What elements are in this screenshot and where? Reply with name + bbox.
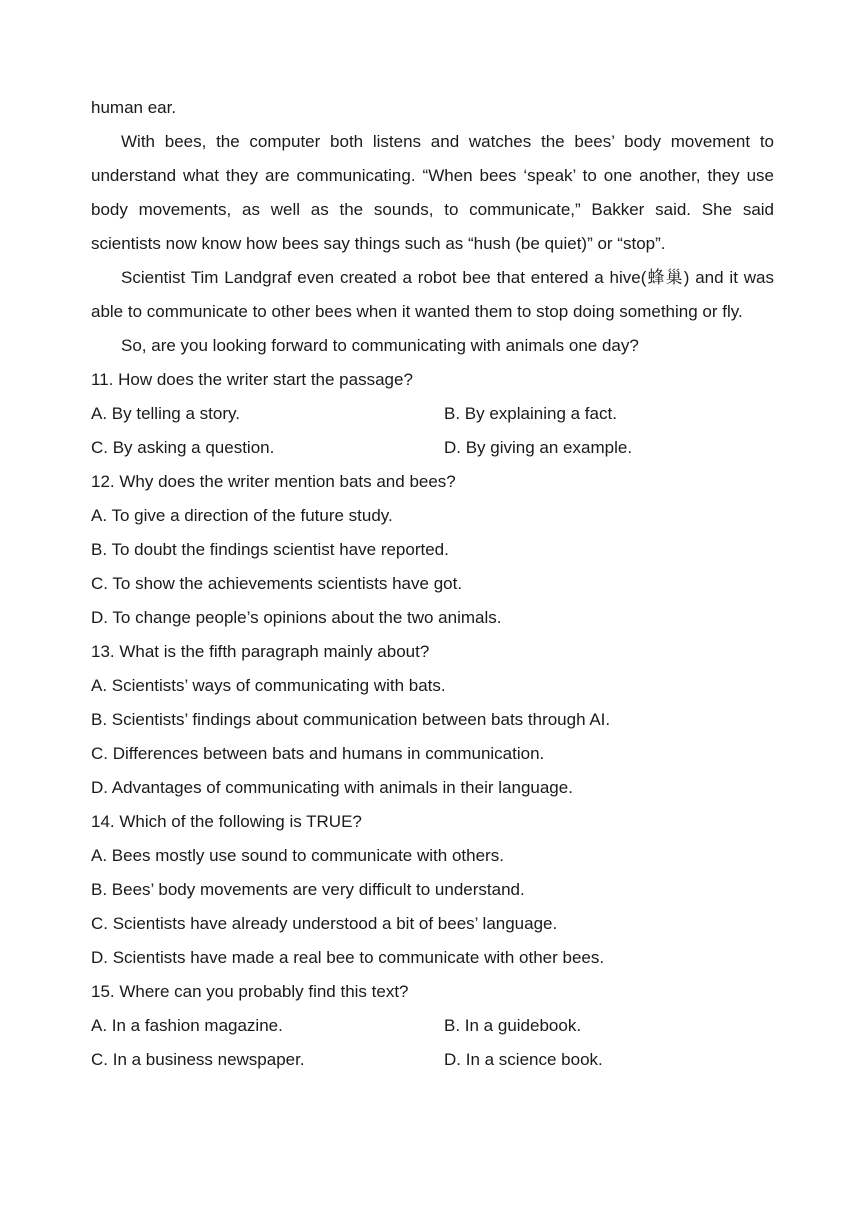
question-15 (91, 975, 774, 1077)
option-c: C. Scientists have already understood a bit of bees’ language. (91, 914, 558, 933)
option-c: C. In a business newspaper. (91, 1050, 305, 1069)
option-row (91, 1009, 774, 1043)
option-d: D. Scientists have made a real bee to communicate with other bees. (91, 948, 605, 967)
option-a: A. Scientists’ ways of communicating with bats. (91, 676, 446, 695)
question-stem: 12. Why does the writer mention bats and bees? (91, 472, 456, 491)
option-a: A. To give a direction of the future study. (91, 506, 393, 525)
passage-paragraph-0: human ear. (91, 98, 177, 117)
option-c: C. By asking a question. (91, 438, 275, 457)
option-d: D. In a science book. (444, 1050, 603, 1069)
option-b: B. Scientists’ findings about communication between bats through AI. (91, 710, 611, 729)
option-b: B. In a guidebook. (444, 1016, 582, 1035)
document-page (91, 91, 774, 1077)
question-13 (91, 635, 774, 805)
question-12 (91, 465, 774, 635)
option-row (91, 1043, 774, 1077)
option-row (91, 431, 774, 465)
question-11 (91, 363, 774, 465)
option-b: B. By explaining a fact. (444, 404, 617, 423)
question-stem: 15. Where can you probably find this text? (91, 982, 409, 1001)
option-c: C. Differences between bats and humans in communication. (91, 744, 545, 763)
passage-paragraph-3: So, are you looking forward to communicating with animals one day? (121, 336, 639, 355)
option-a: A. By telling a story. (91, 404, 240, 423)
option-d: D. By giving an example. (444, 438, 633, 457)
passage-paragraph-2: Scientist Tim Landgraf even created a robot bee that entered a hive(蜂巢) and it was able to communicate to other bees when it wanted them to stop doing something or fly. (91, 268, 774, 321)
question-14 (91, 805, 774, 975)
option-d: D. To change people’s opinions about the two animals. (91, 608, 502, 627)
option-b: B. To doubt the findings scientist have reported. (91, 540, 449, 559)
question-stem: 11. How does the writer start the passage? (91, 370, 413, 389)
option-b: B. Bees’ body movements are very difficult to understand. (91, 880, 525, 899)
option-row (91, 397, 774, 431)
option-c: C. To show the achievements scientists have got. (91, 574, 463, 593)
option-a: A. Bees mostly use sound to communicate with others. (91, 846, 504, 865)
option-a: A. In a fashion magazine. (91, 1016, 283, 1035)
question-stem: 13. What is the fifth paragraph mainly about? (91, 642, 430, 661)
question-stem: 14. Which of the following is TRUE? (91, 812, 362, 831)
passage-paragraph-1: With bees, the computer both listens and watches the bees’ body movement to understand what they are communicating. “When bees ‘speak’ to one another, they use body movements, as well as the sounds, to communicate,” Bakker said. She said scientists now know how bees say things such as “hush (be quiet)” or “stop”. (91, 132, 774, 253)
option-d: D. Advantages of communicating with animals in their language. (91, 778, 573, 797)
